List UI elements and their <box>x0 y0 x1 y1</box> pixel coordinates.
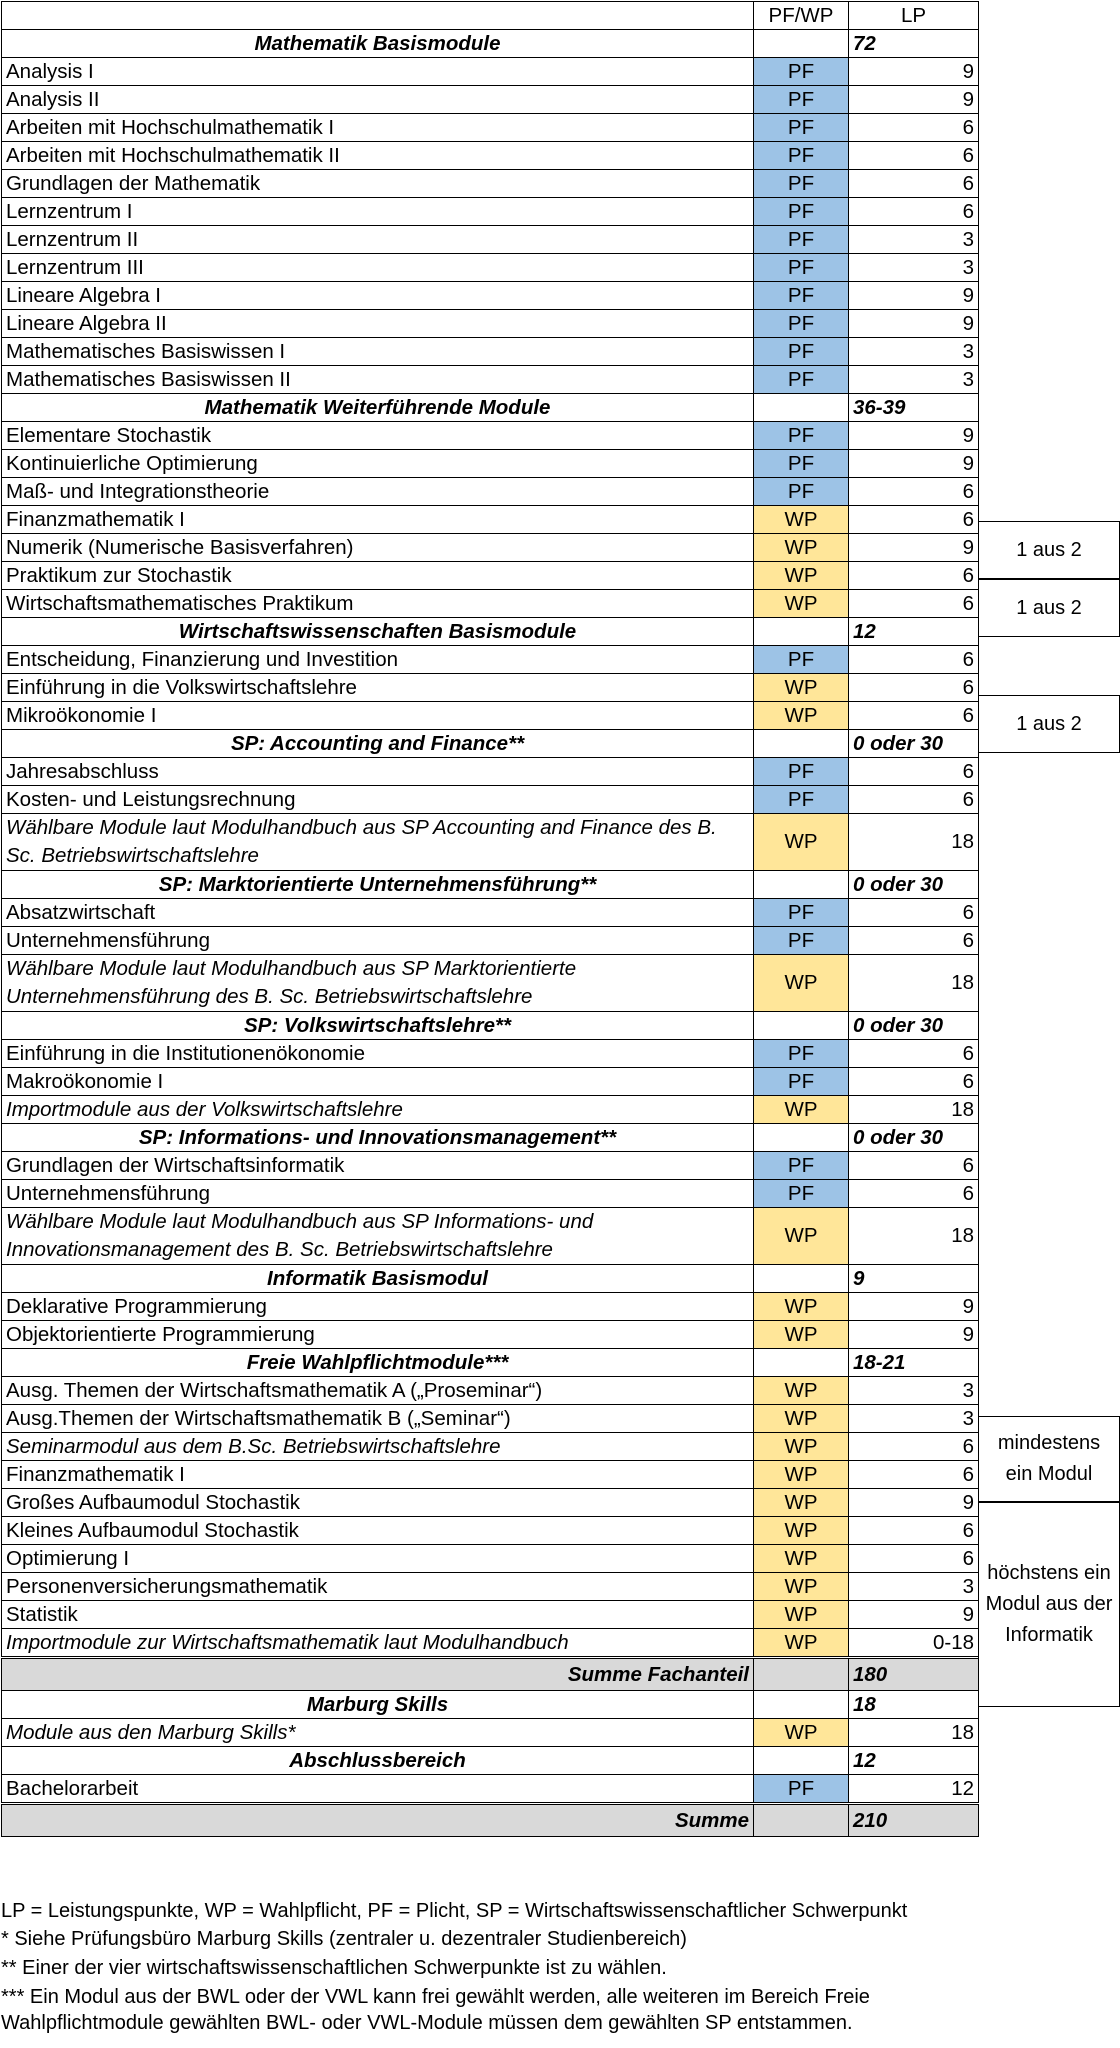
section-lp: 72 <box>849 30 979 58</box>
module-name: Grundlagen der Wirtschaftsinformatik <box>2 1152 754 1180</box>
section-header-row <box>2 30 979 58</box>
table-row <box>2 562 979 590</box>
module-name: Unternehmensführung <box>2 927 754 955</box>
module-name: Analysis II <box>2 86 754 114</box>
module-name: Grundlagen der Mathematik <box>2 170 754 198</box>
table-row <box>2 506 979 534</box>
section-lp: 0 oder 30 <box>849 871 979 899</box>
module-name: Wählbare Module laut Modulhandbuch aus SP Informations- und Innovationsmanagement des B. Sc. Betriebswirtschaftslehre <box>2 1208 754 1265</box>
module-type-badge: WP <box>754 1573 849 1601</box>
table-row <box>2 450 979 478</box>
sum-row <box>2 1658 979 1691</box>
section-lp: 0 oder 30 <box>849 1124 979 1152</box>
module-type-badge: PF <box>754 310 849 338</box>
section-type-cell <box>754 871 849 899</box>
section-title: Informatik Basismodul <box>2 1265 754 1293</box>
module-lp: 9 <box>849 282 979 310</box>
section-title: Mathematik Basismodule <box>2 30 754 58</box>
module-lp: 9 <box>849 1601 979 1629</box>
module-type-badge: WP <box>754 1405 849 1433</box>
module-name: Arbeiten mit Hochschulmathematik II <box>2 142 754 170</box>
module-type-badge: PF <box>754 1775 849 1804</box>
sum-type-cell <box>754 1658 849 1691</box>
module-name: Numerik (Numerische Basisverfahren) <box>2 534 754 562</box>
module-type-badge: PF <box>754 899 849 927</box>
module-type-badge: WP <box>754 562 849 590</box>
module-lp: 3 <box>849 254 979 282</box>
module-type-badge: WP <box>754 1489 849 1517</box>
module-type-badge: PF <box>754 254 849 282</box>
module-name: Lernzentrum III <box>2 254 754 282</box>
module-type-badge: PF <box>754 1068 849 1096</box>
table-row <box>2 1719 979 1747</box>
footnote-3: *** Ein Modul aus der BWL oder der VWL kann frei gewählt werden, alle weiteren im Bereich Freie Wahlpflichtmodule gewählten BWL- oder VWL-Module müssen dem gewählten SP entstammen. <box>1 1986 870 2034</box>
module-lp: 6 <box>849 170 979 198</box>
module-name: Lernzentrum I <box>2 198 754 226</box>
module-lp: 6 <box>849 702 979 730</box>
section-title: SP: Marktorientierte Unternehmensführung** <box>2 871 754 899</box>
module-lp: 6 <box>849 1068 979 1096</box>
section-type-cell <box>754 1349 849 1377</box>
module-name: Arbeiten mit Hochschulmathematik I <box>2 114 754 142</box>
module-lp: 18 <box>849 955 979 1012</box>
module-type-badge: PF <box>754 786 849 814</box>
table-row <box>2 1775 979 1804</box>
table-row <box>2 1433 979 1461</box>
module-type-badge: WP <box>754 534 849 562</box>
module-lp: 12 <box>849 1775 979 1804</box>
section-lp: 18 <box>849 1691 979 1719</box>
module-type-badge: WP <box>754 814 849 871</box>
sum-title: Summe Fachanteil <box>2 1658 754 1691</box>
section-header-row <box>2 1012 979 1040</box>
table-row <box>2 1152 979 1180</box>
module-name: Wählbare Module laut Modulhandbuch aus SP Accounting and Finance des B. Sc. Betriebswirtschaftslehre <box>2 814 754 871</box>
table-row <box>2 646 979 674</box>
module-name: Praktikum zur Stochastik <box>2 562 754 590</box>
module-lp: 6 <box>849 1433 979 1461</box>
module-type-badge: WP <box>754 1377 849 1405</box>
module-type-badge: PF <box>754 422 849 450</box>
footnote-1: * Siehe Prüfungsbüro Marburg Skills (zentraler u. dezentraler Studienbereich) <box>1 1928 687 1950</box>
section-title: Marburg Skills <box>2 1691 754 1719</box>
module-lp: 9 <box>849 534 979 562</box>
module-lp: 9 <box>849 450 979 478</box>
module-type-badge: WP <box>754 955 849 1012</box>
module-type-badge: PF <box>754 114 849 142</box>
table-row <box>2 1040 979 1068</box>
module-lp: 9 <box>849 1293 979 1321</box>
module-lp: 9 <box>849 1321 979 1349</box>
module-name: Deklarative Programmierung <box>2 1293 754 1321</box>
section-header-row <box>2 730 979 758</box>
module-type-badge: PF <box>754 450 849 478</box>
module-name: Finanzmathematik I <box>2 1461 754 1489</box>
module-lp: 6 <box>849 198 979 226</box>
module-name: Statistik <box>2 1601 754 1629</box>
section-type-cell <box>754 394 849 422</box>
module-lp: 6 <box>849 142 979 170</box>
module-name: Analysis I <box>2 58 754 86</box>
section-lp: 0 oder 30 <box>849 730 979 758</box>
module-lp: 6 <box>849 646 979 674</box>
table-row <box>2 142 979 170</box>
module-type-badge: PF <box>754 927 849 955</box>
table-row <box>2 114 979 142</box>
module-lp: 18 <box>849 814 979 871</box>
section-title: SP: Informations- und Innovationsmanagement** <box>2 1124 754 1152</box>
module-lp: 6 <box>849 1517 979 1545</box>
module-lp: 18 <box>849 1096 979 1124</box>
section-type-cell <box>754 1124 849 1152</box>
module-name: Entscheidung, Finanzierung und Investition <box>2 646 754 674</box>
module-type-badge: PF <box>754 478 849 506</box>
module-type-badge: WP <box>754 1719 849 1747</box>
table-row <box>2 282 979 310</box>
module-name: Großes Aufbaumodul Stochastik <box>2 1489 754 1517</box>
table-row <box>2 814 979 871</box>
module-name: Importmodule aus der Volkswirtschaftslehre <box>2 1096 754 1124</box>
module-lp: 9 <box>849 1489 979 1517</box>
module-type-badge: PF <box>754 1040 849 1068</box>
table-row <box>2 899 979 927</box>
section-lp: 12 <box>849 1747 979 1775</box>
table-row <box>2 1068 979 1096</box>
section-header-row <box>2 1691 979 1719</box>
module-name: Objektorientierte Programmierung <box>2 1321 754 1349</box>
module-lp: 6 <box>849 506 979 534</box>
side-note-3 <box>978 695 1120 753</box>
section-type-cell <box>754 1012 849 1040</box>
module-type-badge: PF <box>754 198 849 226</box>
sum-title: Summe <box>2 1804 754 1837</box>
module-lp: 6 <box>849 562 979 590</box>
table-row <box>2 1293 979 1321</box>
module-lp: 0-18 <box>849 1629 979 1658</box>
module-type-badge: WP <box>754 674 849 702</box>
module-name: Ausg.Themen der Wirtschaftsmathematik B („Seminar“) <box>2 1405 754 1433</box>
module-name: Mikroökonomie I <box>2 702 754 730</box>
module-type-badge: PF <box>754 1152 849 1180</box>
table-row <box>2 338 979 366</box>
table-row <box>2 58 979 86</box>
module-type-badge: WP <box>754 1433 849 1461</box>
section-header-row <box>2 1265 979 1293</box>
module-type-badge: PF <box>754 142 849 170</box>
footnote-legend: LP = Leistungspunkte, WP = Wahlpflicht, PF = Plicht, SP = Wirtschaftswissenschaftlicher Schwerpunkt <box>1 1900 908 1922</box>
table-row <box>2 1517 979 1545</box>
section-lp: 12 <box>849 618 979 646</box>
section-lp: 36-39 <box>849 394 979 422</box>
side-note-5 <box>978 1502 1120 1707</box>
side-note-1 <box>978 521 1120 579</box>
module-type-badge: PF <box>754 1180 849 1208</box>
module-lp: 3 <box>849 1405 979 1433</box>
module-name: Lineare Algebra II <box>2 310 754 338</box>
header-lp: LP <box>849 2 979 30</box>
section-header-row <box>2 1124 979 1152</box>
module-name: Optimierung I <box>2 1545 754 1573</box>
section-lp: 18-21 <box>849 1349 979 1377</box>
module-lp: 18 <box>849 1719 979 1747</box>
module-name: Maß- und Integrationstheorie <box>2 478 754 506</box>
module-type-badge: WP <box>754 1601 849 1629</box>
module-type-badge: PF <box>754 58 849 86</box>
section-header-row <box>2 394 979 422</box>
module-name: Absatzwirtschaft <box>2 899 754 927</box>
table-row <box>2 422 979 450</box>
module-type-badge: WP <box>754 1461 849 1489</box>
module-name: Makroökonomie I <box>2 1068 754 1096</box>
module-name: Kosten- und Leistungsrechnung <box>2 786 754 814</box>
module-lp: 6 <box>849 1040 979 1068</box>
module-lp: 6 <box>849 927 979 955</box>
module-name: Importmodule zur Wirtschaftsmathematik laut Modulhandbuch <box>2 1629 754 1658</box>
module-lp: 6 <box>849 590 979 618</box>
module-lp: 3 <box>849 226 979 254</box>
section-title: Mathematik Weiterführende Module <box>2 394 754 422</box>
table-row <box>2 758 979 786</box>
module-type-badge: WP <box>754 590 849 618</box>
module-type-badge: PF <box>754 170 849 198</box>
table-row <box>2 786 979 814</box>
module-name: Unternehmensführung <box>2 1180 754 1208</box>
header-type: PF/WP <box>754 2 849 30</box>
module-type-badge: WP <box>754 1321 849 1349</box>
side-note-2 <box>978 579 1120 637</box>
module-lp: 3 <box>849 338 979 366</box>
side-note-text: 1 aus 2 <box>1016 596 1082 619</box>
table-row <box>2 1096 979 1124</box>
table-row <box>2 254 979 282</box>
module-type-badge: PF <box>754 338 849 366</box>
module-lp: 6 <box>849 674 979 702</box>
module-name: Lernzentrum II <box>2 226 754 254</box>
module-lp: 6 <box>849 899 979 927</box>
section-type-cell <box>754 618 849 646</box>
module-type-badge: WP <box>754 506 849 534</box>
module-type-badge: PF <box>754 758 849 786</box>
module-type-badge: WP <box>754 702 849 730</box>
section-type-cell <box>754 1265 849 1293</box>
module-lp: 3 <box>849 366 979 394</box>
module-lp: 6 <box>849 786 979 814</box>
table-row <box>2 86 979 114</box>
module-lp: 3 <box>849 1573 979 1601</box>
table-row <box>2 366 979 394</box>
module-lp: 6 <box>849 1545 979 1573</box>
section-header-row <box>2 1349 979 1377</box>
table-row <box>2 1573 979 1601</box>
module-name: Jahresabschluss <box>2 758 754 786</box>
section-header-row <box>2 618 979 646</box>
module-name: Wirtschaftsmathematisches Praktikum <box>2 590 754 618</box>
module-type-badge: WP <box>754 1208 849 1265</box>
module-name: Mathematisches Basiswissen I <box>2 338 754 366</box>
table-row <box>2 310 979 338</box>
module-name: Seminarmodul aus dem B.Sc. Betriebswirtschaftslehre <box>2 1433 754 1461</box>
table-row <box>2 1180 979 1208</box>
sum-type-cell <box>754 1804 849 1837</box>
section-lp: 0 oder 30 <box>849 1012 979 1040</box>
module-lp: 18 <box>849 1208 979 1265</box>
sum-row <box>2 1804 979 1837</box>
table-row <box>2 1208 979 1265</box>
module-lp: 6 <box>849 478 979 506</box>
module-type-badge: WP <box>754 1096 849 1124</box>
module-name: Finanzmathematik I <box>2 506 754 534</box>
section-title: Wirtschaftswissenschaften Basismodule <box>2 618 754 646</box>
module-name: Personenversicherungsmathematik <box>2 1573 754 1601</box>
side-note-text: mindestens ein Modul <box>997 1432 1101 1485</box>
header-row <box>2 2 979 30</box>
module-name: Einführung in die Volkswirtschaftslehre <box>2 674 754 702</box>
module-type-badge: PF <box>754 366 849 394</box>
section-title: SP: Accounting and Finance** <box>2 730 754 758</box>
module-type-badge: PF <box>754 646 849 674</box>
module-type-badge: PF <box>754 86 849 114</box>
table-row <box>2 1489 979 1517</box>
table-row <box>2 1461 979 1489</box>
table-row <box>2 1601 979 1629</box>
table-row <box>2 1629 979 1658</box>
section-header-row <box>2 871 979 899</box>
table-row <box>2 1321 979 1349</box>
section-type-cell <box>754 730 849 758</box>
table-row <box>2 674 979 702</box>
module-name: Ausg. Themen der Wirtschaftsmathematik A („Proseminar“) <box>2 1377 754 1405</box>
module-name: Einführung in die Institutionenökonomie <box>2 1040 754 1068</box>
section-type-cell <box>754 30 849 58</box>
module-lp: 6 <box>849 758 979 786</box>
module-lp: 6 <box>849 1152 979 1180</box>
module-name: Wählbare Module laut Modulhandbuch aus SP Marktorientierte Unternehmensführung des B. Sc. Betriebswirtschaftslehre <box>2 955 754 1012</box>
module-lp: 9 <box>849 310 979 338</box>
sum-lp: 180 <box>849 1658 979 1691</box>
side-note-text: höchstens ein Modul aus der Informatik <box>985 1562 1113 1646</box>
module-lp: 6 <box>849 1180 979 1208</box>
module-type-badge: WP <box>754 1629 849 1658</box>
module-lp: 9 <box>849 58 979 86</box>
table-row <box>2 702 979 730</box>
table-row <box>2 927 979 955</box>
module-type-badge: WP <box>754 1545 849 1573</box>
module-name: Kleines Aufbaumodul Stochastik <box>2 1517 754 1545</box>
section-lp: 9 <box>849 1265 979 1293</box>
header-blank-cell <box>2 2 754 30</box>
section-title: SP: Volkswirtschaftslehre** <box>2 1012 754 1040</box>
table-row <box>2 1545 979 1573</box>
section-type-cell <box>754 1747 849 1775</box>
module-type-badge: WP <box>754 1517 849 1545</box>
side-note-text: 1 aus 2 <box>1016 712 1082 735</box>
module-table <box>1 1 979 1837</box>
module-name: Mathematisches Basiswissen II <box>2 366 754 394</box>
module-lp: 6 <box>849 1461 979 1489</box>
module-lp: 3 <box>849 1377 979 1405</box>
table-row <box>2 226 979 254</box>
module-name: Module aus den Marburg Skills* <box>2 1719 754 1747</box>
module-lp: 6 <box>849 114 979 142</box>
module-name: Bachelorarbeit <box>2 1775 754 1804</box>
table-row <box>2 198 979 226</box>
table-row <box>2 955 979 1012</box>
table-row <box>2 1377 979 1405</box>
section-type-cell <box>754 1691 849 1719</box>
section-header-row <box>2 1747 979 1775</box>
footnote-2: ** Einer der vier wirtschaftswissenschaftlichen Schwerpunkte ist zu wählen. <box>1 1957 667 1979</box>
module-lp: 9 <box>849 422 979 450</box>
section-title: Freie Wahlpflichtmodule*** <box>2 1349 754 1377</box>
table-row <box>2 478 979 506</box>
table-row <box>2 170 979 198</box>
section-title: Abschlussbereich <box>2 1747 754 1775</box>
module-lp: 9 <box>849 86 979 114</box>
side-note-4 <box>978 1416 1120 1502</box>
table-row <box>2 1405 979 1433</box>
side-note-text: 1 aus 2 <box>1016 538 1082 561</box>
table-row <box>2 590 979 618</box>
table-body <box>2 30 979 1837</box>
module-name: Elementare Stochastik <box>2 422 754 450</box>
table-row <box>2 534 979 562</box>
module-type-badge: WP <box>754 1293 849 1321</box>
module-name: Kontinuierliche Optimierung <box>2 450 754 478</box>
module-type-badge: PF <box>754 282 849 310</box>
module-type-badge: PF <box>754 226 849 254</box>
sum-lp: 210 <box>849 1804 979 1837</box>
module-name: Lineare Algebra I <box>2 282 754 310</box>
